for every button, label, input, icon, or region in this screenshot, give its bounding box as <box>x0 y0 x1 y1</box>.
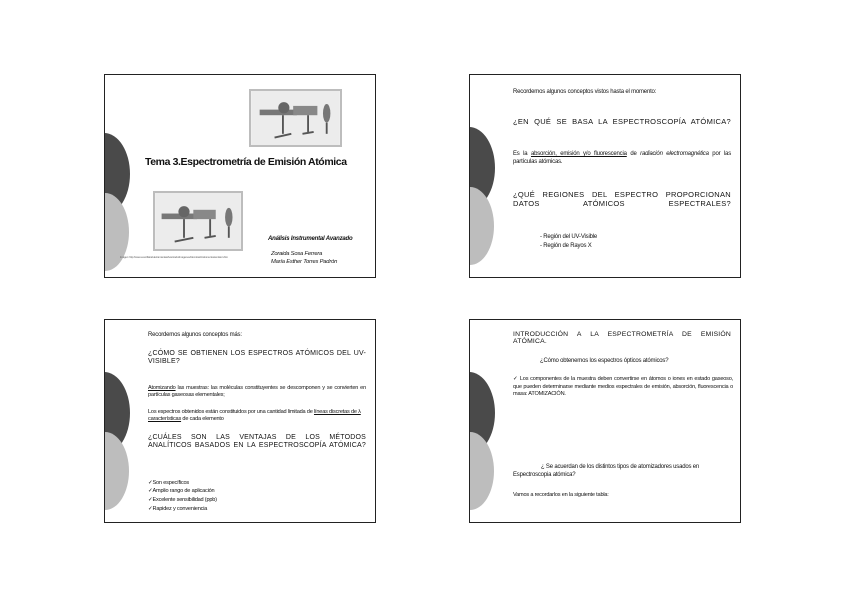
decorative-disc-light <box>104 193 129 271</box>
paragraph <box>148 409 368 424</box>
paragraph <box>148 385 366 400</box>
footer-text: Vamos a recordarlos en la siguiente tabla: <box>513 492 609 498</box>
section-question: ¿Cómo obtenemos los espectros ópticos atómicos? <box>540 358 669 364</box>
slide-title: Tema 3.Espectrometría de Emisión Atómica <box>145 156 347 168</box>
question-heading: ¿CUÁLES SON LAS VENTAJAS DE LOS MÉTODOS ANALÍTICOS BASADOS EN LA ESPECTROSCOPÍA ATÓMICA? <box>148 434 366 449</box>
spectrometer-illustration <box>251 91 340 145</box>
slide-intro: Recordemos algunos conceptos vistos hasta el momento: <box>513 89 657 95</box>
slide-intro: Recordemos algunos conceptos más: <box>148 332 242 338</box>
slide-2 <box>469 74 741 278</box>
slide-title: INTRODUCCIÓN A LA ESPECTROMETRÍA DE EMISIÓN ATÓMICA. <box>513 331 731 346</box>
check-item: ✓Amplio rango de aplicación <box>148 488 215 494</box>
list-item: - Región del UV-Visible <box>540 234 597 240</box>
paragraph-text: de cada elemento <box>181 416 224 423</box>
paragraph-text: las muestras: las moléculas constituyentes se descomponen y se convierten en partículas gaseosas elementales; <box>148 385 366 399</box>
answer-underlined-text: absorción, emisión y/o fluorescencia <box>530 151 627 157</box>
body-paragraph: ✓ Los componentes de la muestra deben convertirse en átomos o iones en estado gaseoso, que pueden determinarse mediante medios espectrales de emisión, absorción, fluorescencia o masa: ATOMIZACIÓN. <box>513 376 733 398</box>
answer-italic-text: radiación electromagnética <box>640 151 709 157</box>
paragraph-text: Los espectros obtenidos están constituidos por una cantidad limitada de <box>148 409 314 415</box>
spectrometer-image-bottom <box>153 191 243 251</box>
image-credit: Imagen: http://www.uv.es/fisica/Herramientas/Avanzado/Imagenes/Atomicas/Instrumentos/emision.htm <box>120 256 228 259</box>
course-name: Análisis Instrumental Avanzado <box>268 236 353 242</box>
question-heading: ¿EN QUÉ SE BASA LA ESPECTROSCOPÍA ATÓMICA? <box>513 117 731 126</box>
decorative-disc-light <box>104 432 129 510</box>
check-item: ✓Excelente sensibilidad (ppb) <box>148 497 217 503</box>
author-2: María Esther Torres Padrón <box>271 259 338 265</box>
author-1: Zoraida Sosa Ferrera <box>271 251 323 257</box>
question-heading: ¿CÓMO SE OBTIENEN LOS ESPECTROS ATÓMICOS DEL UV-VISIBLE? <box>148 350 366 365</box>
slide-1 <box>104 74 376 278</box>
decorative-disc-light <box>469 187 494 265</box>
answer-text: Es la <box>513 151 531 157</box>
list-item: - Región de Rayos X <box>540 243 592 249</box>
spectrometer-illustration <box>155 193 241 249</box>
answer-paragraph <box>513 151 731 166</box>
slide-3 <box>104 319 376 523</box>
underlined-term: líneas discretas de λ características <box>148 409 361 423</box>
question-heading: ¿QUÉ REGIONES DEL ESPECTRO PROPORCIONAN DATOS ATÓMICOS ESPECTRALES? <box>513 190 731 208</box>
answer-text: de <box>626 151 641 157</box>
answer-text: por las partículas atómicas. <box>513 151 731 165</box>
question-paragraph: ¿ Se acuerdan de los distintos tipos de atomizadores usados en Espectroscopia atómica? <box>513 464 700 478</box>
check-item: ✓Son específicos <box>148 480 189 486</box>
spectrometer-image-top <box>249 89 342 147</box>
underlined-term: Atomizando <box>148 385 176 391</box>
check-item: ✓Rapidez y conveniencia <box>148 506 208 512</box>
slide-4 <box>469 319 741 523</box>
decorative-disc-light <box>469 432 494 510</box>
